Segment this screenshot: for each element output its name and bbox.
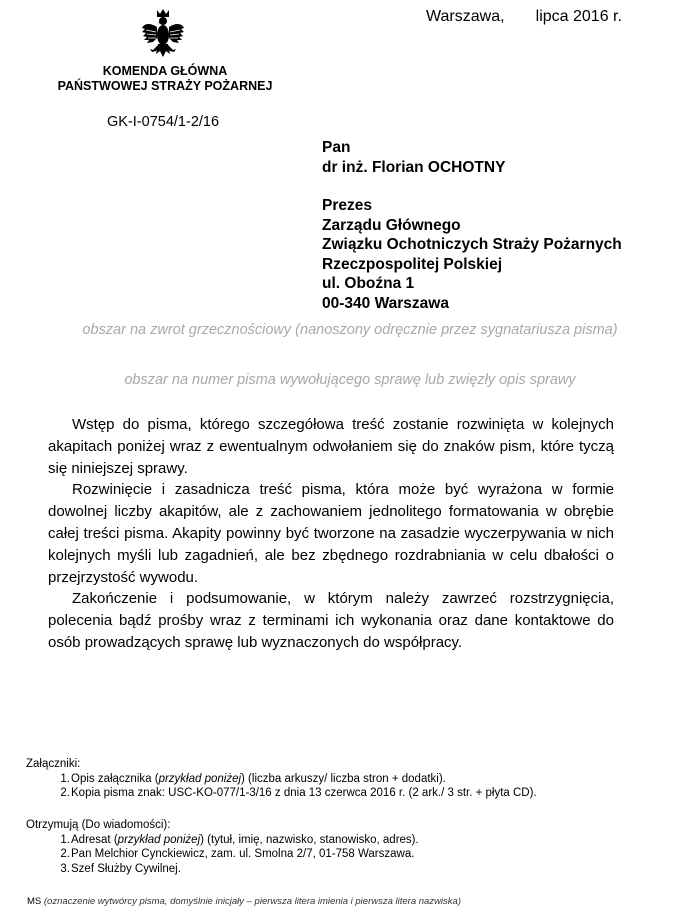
recipients-list: [26, 833, 686, 877]
author-initials-note: (oznaczenie wytwórcy pisma, domyślnie inicjały – pierwsza litera imienia i pierwsza litera nazwiska): [43, 896, 461, 907]
addressee-line: ul. Oboźna 1: [322, 275, 415, 292]
place-and-date: [426, 8, 622, 26]
list-item: 2. Pan Melchior Cynckiewicz, zam. ul. Smolna 2/7, 01-758 Warszawa.: [60, 848, 415, 860]
polish-eagle-emblem-icon: [141, 8, 185, 64]
case-reference-number: GK-I-0754/1-2/16: [107, 114, 220, 130]
reference-placeholder: obszar na numer pisma wywołującego sprawę lub zwięzły opis sprawy: [124, 372, 576, 388]
org-line-2: PAŃSTWOWEJ STRAŻY POŻARNEJ: [57, 79, 273, 93]
attachments-list: [26, 772, 686, 801]
author-initials: MS: [27, 896, 42, 907]
body-paragraph-main: Rozwinięcie i zasadnicza treść pisma, która może być wyrażona w formie dowolnej liczby akapitów, ale z zachowaniem jednolitego formatowania w obrębie całej treści pisma. Akapity powinny być tworzone na zasadzie wyczerpywania w nich kolejnych myśli lub zagadnień, ale bez zbędnego rozdrabniania w celu dbałości o przejrzystość wywodu.: [48, 481, 614, 586]
addressee-line: Pan: [322, 139, 351, 156]
place: Warszawa,: [426, 8, 505, 25]
attachments-section: [26, 757, 686, 801]
list-item: 1. Opis załącznika (przykład poniżej) (liczba arkuszy/ liczba stron + dodatki).: [60, 772, 446, 785]
list-item: 1. Adresat (przykład poniżej) (tytuł, imię, nazwisko, stanowisko, adres).: [60, 833, 419, 846]
letter-body: [48, 414, 614, 654]
author-initials-footer: [27, 896, 461, 907]
recipients-section: [26, 818, 686, 876]
addressee-line: dr inż. Florian OCHOTNY: [322, 158, 506, 176]
addressee-line: Zarządu Głównego: [322, 216, 461, 234]
list-item: 2. Kopia pisma znak: USC-KO-077/1-3/16 z dnia 13 czerwca 2016 r. (2 ark./ 3 str. + płyta CD).: [60, 787, 537, 799]
body-paragraph-conclusion: Zakończenie i podsumowanie, w którym należy zawrzeć rozstrzygnięcia, polecenia bądź prośby wraz z terminami ich wykonania oraz dane kontaktowe do osób prowadzących sprawę lub wyznaczonych do współpracy.: [48, 590, 614, 651]
addressee-line: Rzeczpospolitej Polskiej: [322, 255, 503, 273]
addressee-block: [322, 138, 622, 313]
body-paragraph-intro: Wstęp do pisma, którego szczegółowa treść zostanie rozwinięta w kolejnych akapitach poniżej wraz z ewentualnym odwołaniem się do znaków pism, które tyczą się niniejszej sprawy.: [48, 416, 614, 477]
salutation-placeholder: obszar na zwrot grzecznościowy (nanoszony odręcznie przez sygnatariusza pisma): [82, 322, 618, 338]
list-item: 3. Szef Służby Cywilnej.: [60, 862, 181, 875]
addressee-line: Związku Ochotniczych Straży Pożarnych: [322, 236, 622, 253]
attachments-heading: Załączniki:: [26, 758, 81, 770]
addressee-line: Prezes: [322, 197, 372, 214]
date: lipca 2016 r.: [535, 8, 622, 25]
org-line-1: KOMENDA GŁÓWNA: [102, 64, 228, 78]
issuing-organization: [40, 64, 290, 94]
addressee-line: 00-340 Warszawa: [322, 294, 449, 312]
recipients-heading: Otrzymują (Do wiadomości):: [26, 819, 171, 831]
